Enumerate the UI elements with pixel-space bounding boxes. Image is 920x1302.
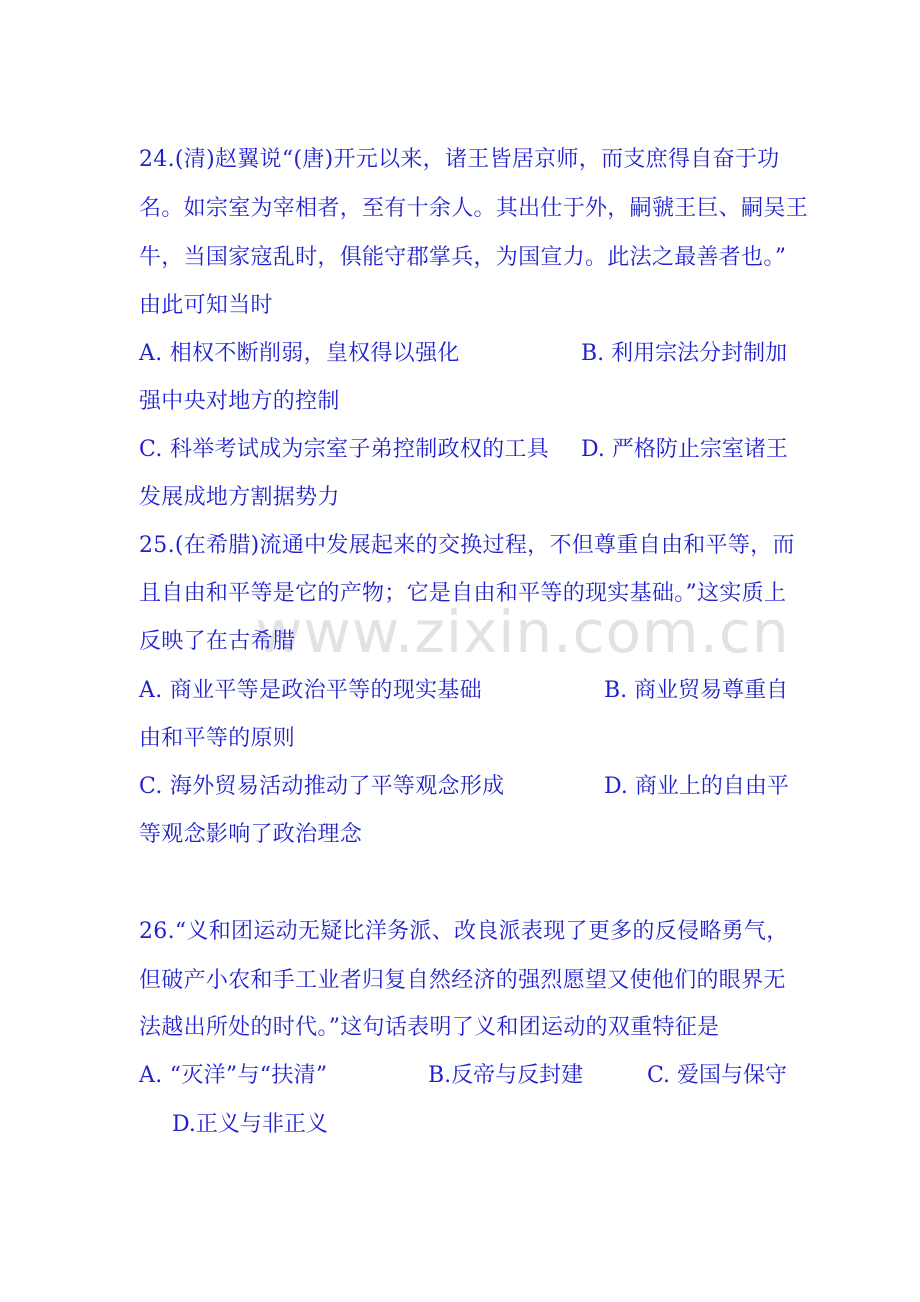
- q25-stem-line-1: 25.(在希腊)流通中发展起来的交换过程，不但尊重自由和平等，而: [139, 533, 795, 558]
- q25-stem-line-2: 且自由和平等是它的产物；它是自由和平等的现实基础。”这实质上: [139, 581, 787, 606]
- q24-stem-line-2: 名。如宗室为宰相者，至有十余人。其出仕于外，嗣虢王巨、嗣吴王: [139, 196, 809, 221]
- q24-stem-line-3: 牛，当国家寇乱时，俱能守郡掌兵，为国宣力。此法之最善者也。”: [139, 245, 787, 270]
- q26-option-d: D.正义与非正义: [172, 1112, 328, 1137]
- q25-option-a: A. 商业平等是政治平等的现实基础: [139, 678, 482, 703]
- q26-option-b: B.反帝与反封建: [428, 1063, 584, 1088]
- q26-stem-line-1: 26.“义和团运动无疑比洋务派、改良派表现了更多的反侵略勇气，: [139, 919, 789, 944]
- q26-stem-line-3: 法越出所处的时代。”这句话表明了义和团运动的双重特征是: [139, 1015, 720, 1040]
- q25-option-b-cont: 由和平等的原则: [139, 726, 296, 751]
- q26-stem-line-2: 但破产小农和手工业者归复自然经济的强烈愿望又使他们的眼界无: [139, 968, 786, 993]
- q24-option-d-cont: 发展成地方割据势力: [139, 485, 340, 510]
- q24-stem-line-4: 由此可知当时: [139, 293, 273, 318]
- q24-option-b: B. 利用宗法分封制加: [581, 341, 788, 366]
- q26-option-a: A. “灭洋”与“扶清”: [139, 1063, 328, 1088]
- q24-option-d: D. 严格防止宗室诸王: [581, 437, 788, 462]
- q25-option-b: B. 商业贸易尊重自: [604, 678, 789, 703]
- q26-option-c: C. 爱国与保守: [647, 1063, 788, 1088]
- q24-stem-line-1: 24.(清)赵翼说“(唐)开元以来，诸王皆居京师，而支庶得自奋于功: [139, 147, 780, 172]
- q25-option-d-cont: 等观念影响了政治理念: [139, 822, 363, 847]
- q25-option-d: D. 商业上的自由平: [604, 774, 789, 799]
- q25-stem-line-3: 反映了在古希腊: [139, 629, 296, 654]
- watermark: www.zixin.com.cn: [255, 598, 790, 666]
- q24-option-b-cont: 强中央对地方的控制: [139, 389, 340, 414]
- q25-option-c: C. 海外贸易活动推动了平等观念形成: [139, 774, 505, 799]
- q24-option-c: C. 科举考试成为宗室子弟控制政权的工具: [139, 437, 550, 462]
- q24-option-a: A. 相权不断削弱，皇权得以强化: [139, 341, 460, 366]
